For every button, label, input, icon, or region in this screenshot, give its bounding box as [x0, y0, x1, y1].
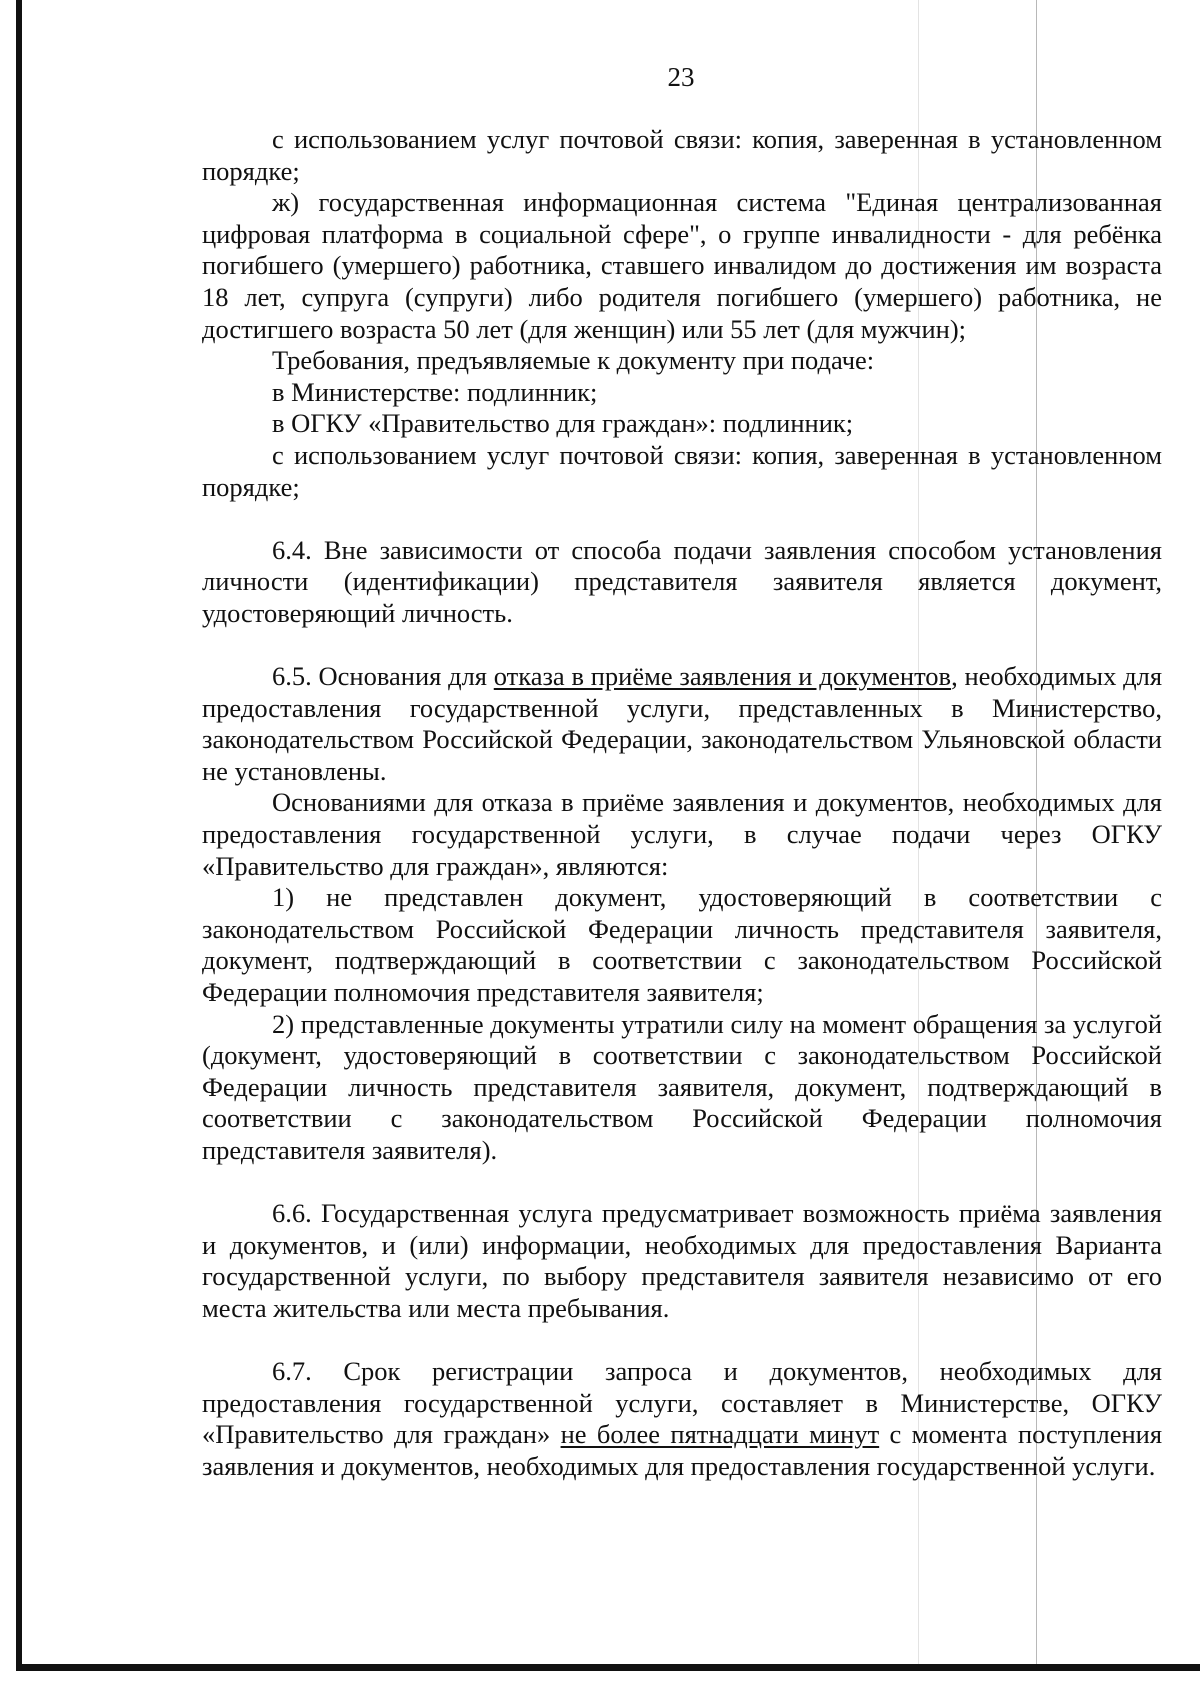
section-6-5-underlined: отказа в приёме заявления и документов	[493, 661, 952, 692]
section-6-7-rest: с момента поступления заявления и документов, необходимых для предоставления государственной услуги.	[202, 1419, 1163, 1481]
section-6-5	[202, 661, 1162, 787]
paragraph-postal-copy-2: с использованием услуг почтовой связи: копия, заверенная в установленном порядке;	[202, 439, 1162, 502]
section-6-5-rest: , необходимых для предоставления государственной услуги, представленных в Министерство, законодательством Российской Федерации, законодательством Ульяновской области не установлены.	[202, 661, 1163, 786]
section-6-7-lead: 6.7. Срок регистрации запроса и документов, необходимых для предоставления государственной услуги, составляет в Министерстве, ОГКУ «Правительство для граждан»	[202, 1356, 1162, 1450]
scan-bottom-edge	[16, 1664, 1200, 1671]
section-6-5-lead: 6.5. Основания для	[272, 661, 494, 692]
document-body	[202, 124, 1162, 1483]
paragraph-ogku-original: в ОГКУ «Правительство для граждан»: подлинник;	[272, 408, 854, 439]
section-6-6: 6.6. Государственная услуга предусматривает возможность приёма заявления и документов, и (или) информации, необходимых для предоставления Варианта государственной услуги, по выбору представителя заявителя независимо от его места жительства или места пребывания.	[202, 1198, 1162, 1323]
page-number: 23	[667, 62, 695, 92]
section-6-5-grounds: Основаниями для отказа в приёме заявления и документов, необходимых для предоставления государственной услуги, в случае подачи через ОГКУ «Правительство для граждан», являются:	[202, 787, 1162, 881]
section-6-4: 6.4. Вне зависимости от способа подачи заявления способом установления личности (идентификации) представителя заявителя является документ, удостоверяющий личность.	[202, 534, 1162, 628]
paragraph-item-zh: ж) государственная информационная система "Единая централизованная цифровая платформа в социальной сфере", о группе инвалидности - для ребёнка погибшего (умершего) работника, ставшего инвалидом до достижения им возраста 18 лет, супруга (супруги) либо родителя погибшего (умершего) работника, не достигшего возраста 50 лет (для женщин) или 55 лет (для мужчин);	[202, 187, 1162, 344]
paragraph-requirements: Требования, предъявляемые к документу при подаче:	[272, 345, 875, 376]
paragraph-postal-copy-1: с использованием услуг почтовой связи: копия, заверенная в установленном порядке;	[202, 124, 1162, 186]
section-6-7-underlined: не более пятнадцати минут	[560, 1419, 880, 1450]
scan-left-edge	[16, 0, 22, 1670]
section-6-7	[202, 1356, 1162, 1482]
section-6-5-item-1: 1) не представлен документ, удостоверяющий в соответствии с законодательством Российской Федерации личность представителя заявителя, документ, подтверждающий в соответствии с законодательством Российской Федерации полномочия представителя заявителя;	[202, 882, 1162, 1008]
paragraph-ministry-original: в Министерстве: подлинник;	[272, 376, 598, 407]
section-6-5-item-2: 2) представленные документы утратили силу на момент обращения за услугой (документ, удостоверяющий в соответствии с законодательством Российской Федерации личность представителя заявителя, документ, подтверждающий в соответствии с законодательством Российской Федерации полномочия представителя заявителя).	[202, 1008, 1162, 1165]
